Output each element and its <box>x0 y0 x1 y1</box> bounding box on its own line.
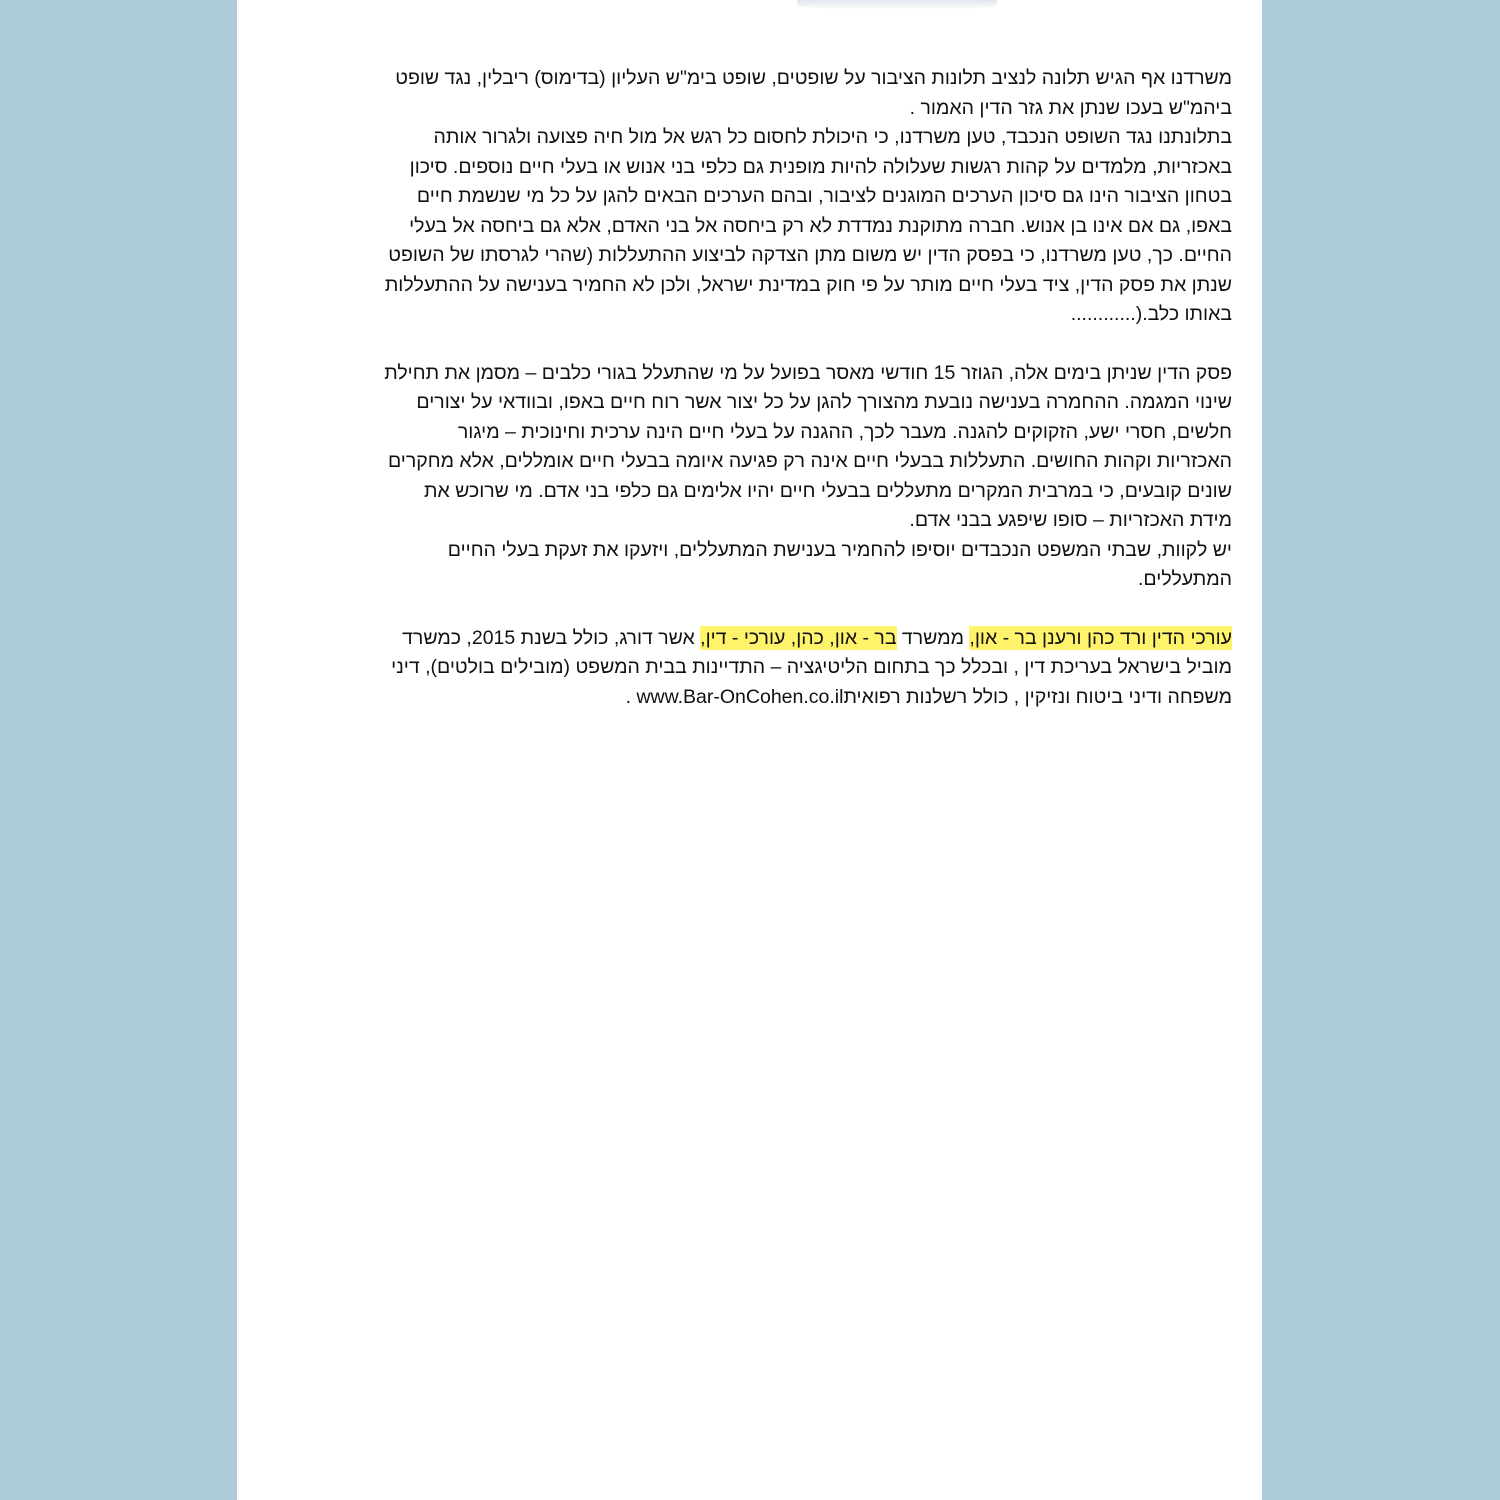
paragraph-complaint-details: בתלונתנו נגד השופט הנכבד, טען משרדנו, כי היכולת לחסום כל רגש אל מול חיה פצועה ולגרור אותה באכזריות, מלמדים על קהות רגשות שעלולה להיות מופנית גם כלפי בני אנוש או בעלי חיים נוספים. סיכון בטחון הציבור הינו גם סיכון הערכים המוגנים לציבור, ובהם הערכים הבאים להגן על כל מי שנשמת חיים באפו, גם אם אינו בן אנוש. חברה מתוקנת נמדדת לא רק ביחסה אל בני האדם, אלא גם ביחסה אל בעלי החיים. כך, טען משרדנו, כי בפסק הדין יש משום מתן הצדקה לביצוע ההתעללות (שהרי לגרסתו של השופט שנתן את פסק הדין, ציד בעלי חיים מותר על פי חוק במדינת ישראל, ולכן לא החמיר בענישה על ההתעללות באותו כלב.(............ <box>384 126 1232 325</box>
document-body <box>382 64 1232 712</box>
paragraph-signature <box>382 624 1232 713</box>
paragraph-hope: יש לקוות, שבתי המשפט הנכבדים יוסיפו להחמיר בענישת המתעללים, ויזעקו את זעקת בעלי החיים המתעללים. <box>447 538 1232 590</box>
scan-artifact <box>797 0 997 10</box>
signature-text-rest: אשר דורג, כולל בשנת 2015, כמשרד מוביל בישראל בעריכת דין , ובכלל כך בתחום הליטיגציה – התדיינות בבית המשפט (מובילים בולטים), דיני משפחה ודיני ביטוח ונזיקין , כולל רשלנות רפואיתwww.Bar-OnCohen.co.il . <box>391 626 1232 708</box>
highlight-firm-name: בר - און, כהן, עורכי - דין, <box>700 626 897 649</box>
paragraph-gap <box>382 330 1232 359</box>
highlight-lawyer-names: עורכי הדין ורד כהן ורענן בר - און, <box>969 626 1232 649</box>
paragraph-complaint: משרדנו אף הגיש תלונה לנציב תלונות הציבור על שופטים, שופט בימ"ש העליון (בדימוס) ריבלין, נגד שופט ביהמ"ש בעכו שנתן את גזר הדין האמור . <box>395 67 1232 119</box>
paragraph-ruling: פסק הדין שניתן בימים אלה, הגוזר 15 חודשי מאסר בפועל על מי שהתעלל בגורי כלבים – מסמן את תחילת שינוי המגמה. ההחמרה בענישה נובעת מהצורך להגן על כל יצור אשר רוח חיים באפו, ובוודאי על יצורים חלשים, חסרי ישע, הזקוקים להגנה. מעבר לכך, ההגנה על בעלי חיים הינה ערכית וחינוכית – מיגור האכזריות וקהות החושים. התעללות בבעלי חיים אינה רק פגיעה איומה בבעלי חיים אומללים, אלא מחקרים שונים קובעים, כי במרבית המקרים מתעללים בבעלי חיים יהיו אלימים גם כלפי בני אדם. מי שרוכש את מידת האכזריות – סופו שיפגע בבני אדם. <box>384 361 1232 531</box>
paragraph-gap <box>382 595 1232 624</box>
document-page <box>237 0 1262 1500</box>
signature-text-from: ממשרד <box>896 626 970 649</box>
